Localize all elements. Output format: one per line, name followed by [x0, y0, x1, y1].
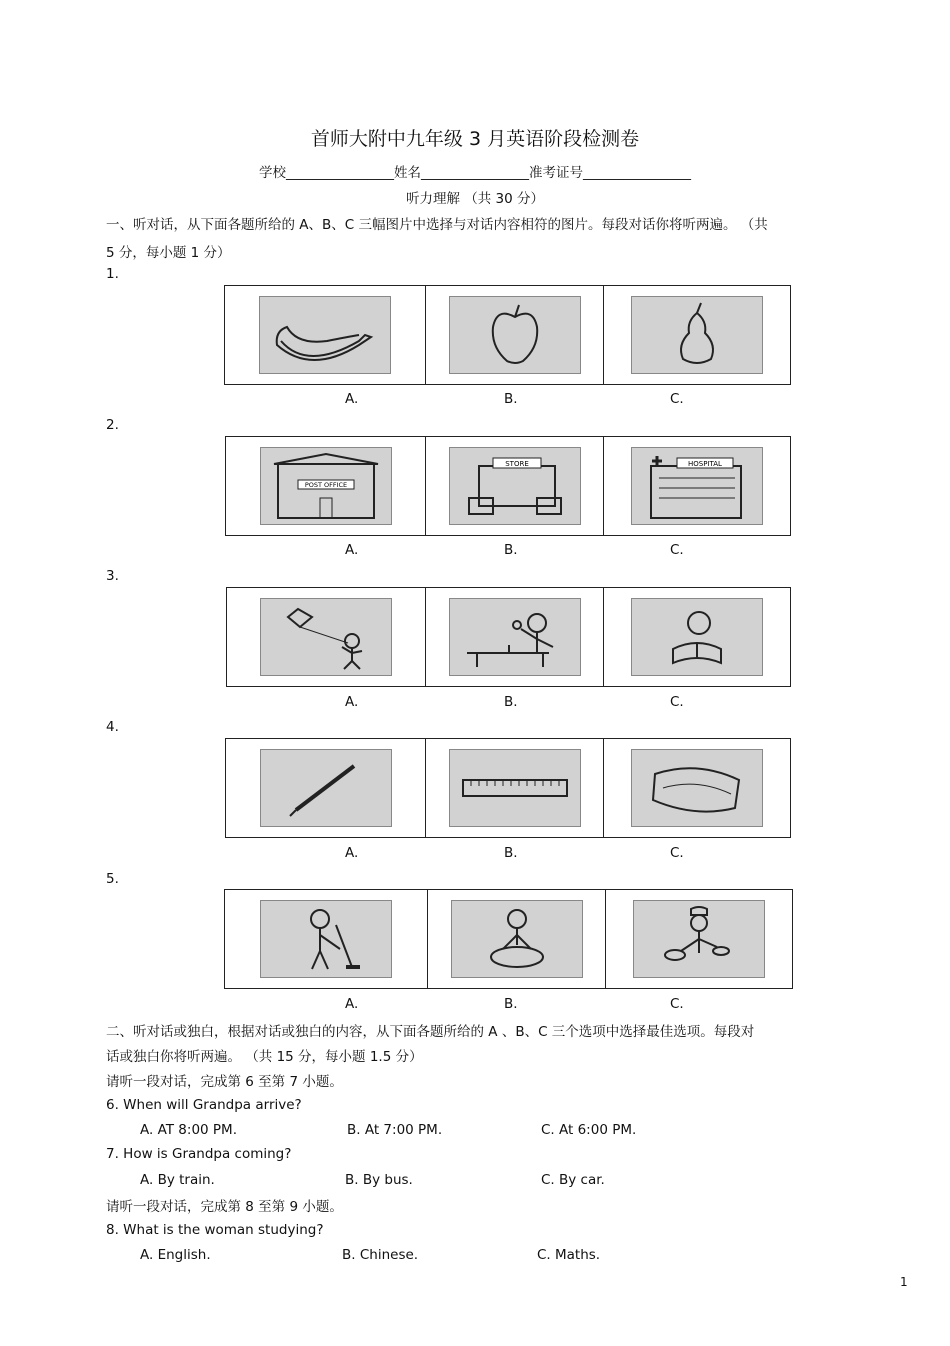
dialog-instruction: 请听一段对话，完成第 6 至第 7 小题。: [106, 1074, 343, 1090]
option-c: C. At 6:00 PM.: [541, 1122, 637, 1138]
option-a-label: A.: [345, 391, 359, 407]
banana-icon: [259, 296, 391, 374]
picture-table: [225, 436, 791, 536]
page-title: 首师大附中九年级 3 月英语阶段检测卷: [310, 128, 640, 150]
picture-table: [225, 738, 791, 838]
option-labels: [0, 542, 950, 560]
option-a-label: A.: [345, 996, 359, 1012]
option-b: B. Chinese.: [342, 1247, 419, 1263]
picture-cell: [426, 739, 604, 837]
sweeping-icon: [260, 900, 392, 978]
table-tennis-icon: [449, 598, 581, 676]
picture-cell: [426, 588, 604, 686]
question-number: 4.: [106, 719, 119, 735]
page-number: 1: [900, 1275, 908, 1289]
picture-cell: [428, 890, 606, 988]
question-6: 6. When will Grandpa arrive?: [106, 1097, 302, 1113]
cooking-icon: [633, 900, 765, 978]
ruler-icon: [449, 749, 581, 827]
option-a-label: A.: [345, 845, 359, 861]
washing-icon: [451, 900, 583, 978]
option-c-label: C.: [670, 391, 684, 407]
hospital-icon: [631, 447, 763, 525]
picture-table: [226, 587, 791, 687]
flying-kite-icon: [260, 598, 392, 676]
reading-icon: [631, 598, 763, 676]
pencil-case-icon: [631, 749, 763, 827]
option-c-label: C.: [670, 542, 684, 558]
option-c: C. Maths.: [537, 1247, 601, 1263]
question-number: 1.: [106, 266, 119, 282]
part2-instruction-line1: 二、听对话或独白，根据对话或独白的内容，从下面各题所给的 A 、B、C 三个选项中选择最佳选项。每段对: [106, 1024, 755, 1040]
question-8: 8. What is the woman studying?: [106, 1222, 324, 1238]
part1-instruction-line2: 5 分，每小题 1 分）: [106, 245, 231, 261]
picture-table: [224, 285, 791, 385]
option-c-label: C.: [670, 845, 684, 861]
option-a: A. By train.: [140, 1172, 215, 1188]
picture-cell: [604, 437, 790, 535]
picture-cell: [426, 437, 604, 535]
pen-icon: [260, 749, 392, 827]
option-b: B. At 7:00 PM.: [347, 1122, 443, 1138]
picture-table: [224, 889, 793, 989]
option-b-label: B.: [504, 391, 518, 407]
pear-icon: [631, 296, 763, 374]
question-7-options: [0, 1172, 950, 1190]
section-title: 听力理解 （共 30 分）: [405, 191, 545, 207]
option-a-label: A.: [345, 542, 359, 558]
option-c-label: C.: [670, 996, 684, 1012]
picture-cell: [227, 588, 426, 686]
option-b-label: B.: [504, 694, 518, 710]
part1-instruction-line1: 一、听对话，从下面各题所给的 A、B、C 三幅图片中选择与对话内容相符的图片。每段对话你将听两遍。 （共: [106, 217, 768, 233]
option-a: A. AT 8:00 PM.: [140, 1122, 237, 1138]
option-labels: [0, 694, 950, 712]
option-c: C. By car.: [541, 1172, 605, 1188]
option-c-label: C.: [670, 694, 684, 710]
post-office-icon: [260, 447, 392, 525]
store-icon: [449, 447, 581, 525]
option-a-label: A.: [345, 694, 359, 710]
question-number: 5.: [106, 871, 119, 887]
hospital-sign: HOSPITAL: [688, 460, 722, 468]
dialog-instruction: 请听一段对话，完成第 8 至第 9 小题。: [106, 1199, 343, 1215]
part2-instruction-line2: 话或独白你将听两遍。 （共 15 分，每小题 1.5 分）: [106, 1049, 423, 1065]
option-labels: [0, 391, 950, 409]
question-8-options: [0, 1247, 950, 1265]
question-6-options: [0, 1122, 950, 1140]
question-number: 2.: [106, 417, 119, 433]
option-a: A. English.: [140, 1247, 211, 1263]
picture-cell: [604, 588, 790, 686]
option-b-label: B.: [504, 542, 518, 558]
question-7: 7. How is Grandpa coming?: [106, 1146, 292, 1162]
post-office-sign: POST OFFICE: [304, 481, 347, 489]
store-sign: STORE: [504, 460, 529, 468]
picture-cell: [604, 739, 790, 837]
option-b-label: B.: [504, 996, 518, 1012]
picture-cell: [225, 286, 426, 384]
option-b-label: B.: [504, 845, 518, 861]
picture-cell: [604, 286, 790, 384]
picture-cell: [226, 437, 426, 535]
option-labels: [0, 996, 950, 1014]
question-number: 3.: [106, 568, 119, 584]
picture-cell: [606, 890, 792, 988]
picture-cell: [226, 739, 426, 837]
picture-cell: [225, 890, 428, 988]
picture-cell: [426, 286, 604, 384]
student-info-line: 学校________________姓名________________准考证号________________: [259, 165, 691, 181]
apple-icon: [449, 296, 581, 374]
option-labels: [0, 845, 950, 863]
option-b: B. By bus.: [345, 1172, 413, 1188]
